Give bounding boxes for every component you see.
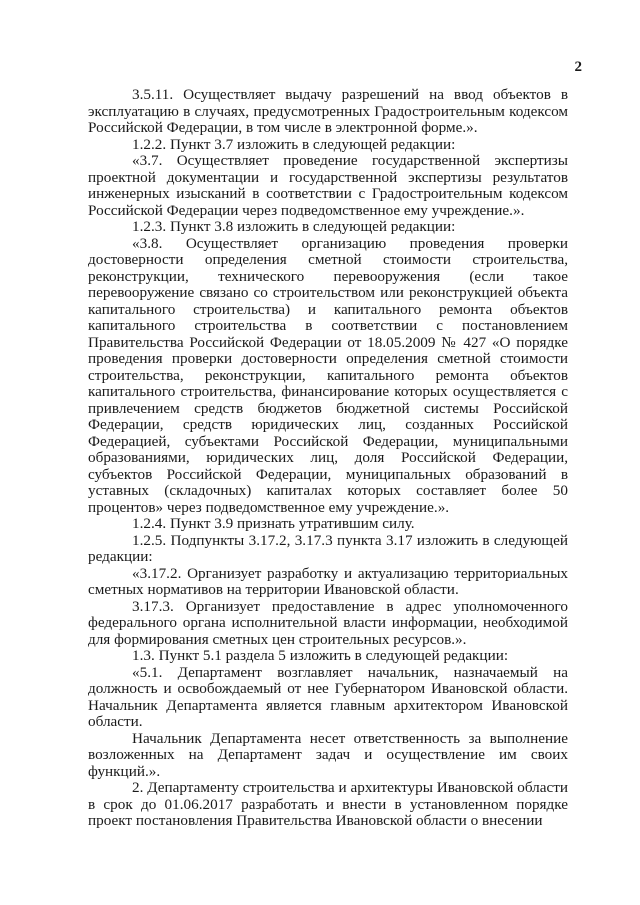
paragraph-2: 2. Департаменту строительства и архитектуры Ивановской области в срок до 01.06.2017 разработать и внести в установленном порядке проект постановления Правительства Ивановской области о внесении [88, 779, 568, 829]
paragraph-1-2-3: 1.2.3. Пункт 3.8 изложить в следующей редакции: [132, 218, 456, 235]
paragraph-3-17-2: «3.17.2. Организует разработку и актуализацию территориальных сметных нормативов на территории Ивановской области. [88, 564, 568, 598]
paragraph-3-7: «3.7. Осуществляет проведение государственной экспертизы проектной документации и государственной экспертизы результатов инженерных изысканий в соответствии с Градостроительным кодексом Российской Федерации через подведомственное ему учреждение.». [88, 152, 568, 219]
paragraph-1-2-5: 1.2.5. Подпункты 3.17.2, 3.17.3 пункта 3.17 изложить в следующей редакции: [88, 531, 568, 565]
paragraph-3-5-11: 3.5.11. Осуществляет выдачу разрешений на ввод объектов в эксплуатацию в случаях, предусмотренных Градостроительным кодексом Российской Федерации, в том числе в электронной форме.». [88, 86, 568, 136]
page-number: 2 [574, 59, 582, 75]
paragraph-head-responsibility: Начальник Департамента несет ответственность за выполнение возложенных на Департамент задач и осуществление им своих функций.». [88, 729, 568, 780]
paragraph-5-1: «5.1. Департамент возглавляет начальник, назначаемый на должность и освобождаемый от нее Губернатором Ивановской области. Начальник Департамента является главным архитектором Ивановской области. [88, 663, 568, 730]
document-body [88, 87, 568, 830]
paragraph-1-2-4: 1.2.4. Пункт 3.9 признать утратившим силу. [132, 515, 415, 532]
paragraph-1-3: 1.3. Пункт 5.1 раздела 5 изложить в следующей редакции: [132, 647, 509, 664]
paragraph-3-8: «3.8. Осуществляет организацию проведения проверки достоверности определения сметной стоимости строительства, реконструкции, технического перевооружения (если такое перевооружение связано со строительством или реконструкцией объекта капитального строительства) и капитального ремонта объектов капитального строительства в соответствии с постановлением Правительства Российской Федерации от 18.05.2009 № 427 «О порядке проведения проверки достоверности определения сметной стоимости строительства, реконструкции, капитального ремонта объектов капитального строительства, финансирование которых осуществляется с привлечением средств бюджетов бюджетной системы Российской Федерации, средств юридических лиц, созданных Российской Федерацией, субъектами Российской Федерации, муниципальными образованиями, юридических лиц, доля Российской Федерации, субъектов Российской Федерации, муниципальных образований в уставных (складочных) капиталах которых составляет более 50 процентов» через подведомственное ему учреждение.». [88, 234, 568, 516]
paragraph-1-2-2: 1.2.2. Пункт 3.7 изложить в следующей редакции: [132, 135, 456, 153]
paragraph-3-17-3: 3.17.3. Организует предоставление в адрес уполномоченного федерального органа исполнительной власти информации, необходимой для формирования сметных цен строительных ресурсов.». [88, 597, 568, 648]
